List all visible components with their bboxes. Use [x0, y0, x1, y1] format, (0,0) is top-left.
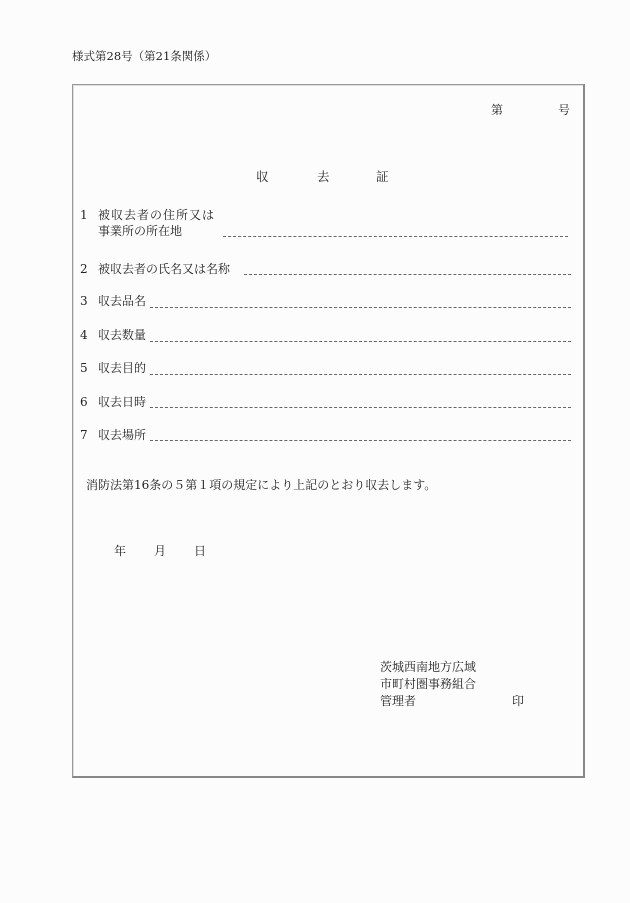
seal-mark: 印 — [512, 694, 525, 708]
date-year: 年 — [114, 544, 127, 558]
item-5-label: 収去目的 — [98, 361, 147, 375]
legal-statement: 消防法第16条の５第１項の規定により上記のとおり収去します。 — [86, 478, 437, 492]
issuer-title: 管理者 — [380, 694, 417, 708]
title-char-2: 去 — [317, 169, 330, 184]
date-day: 日 — [194, 544, 207, 558]
item-4-label: 収去数量 — [98, 328, 147, 342]
item-1-label-line1: 被収去者の住所又は — [98, 208, 216, 222]
number-suffix: 号 — [558, 103, 571, 117]
item-3-field[interactable] — [150, 307, 571, 308]
item-1-label-line2: 事業所の所在地 — [98, 224, 183, 238]
item-5-number: 5 — [80, 361, 88, 375]
title-char-3: 証 — [376, 169, 389, 184]
item-4-field[interactable] — [150, 341, 571, 342]
date-month: 月 — [154, 544, 167, 558]
issuer-line-1: 茨城西南地方広域 — [380, 660, 477, 674]
form-number-label: 様式第28号（第21条関係） — [72, 49, 217, 63]
item-2-field[interactable] — [244, 274, 571, 275]
form-box — [72, 84, 585, 778]
item-6-field[interactable] — [150, 407, 571, 408]
number-prefix: 第 — [491, 103, 504, 117]
item-7-label: 収去場所 — [98, 428, 147, 442]
item-1-field[interactable] — [223, 236, 568, 237]
item-5-field[interactable] — [150, 374, 571, 375]
issuer-line-2: 市町村圏事務組合 — [380, 677, 477, 691]
item-6-number: 6 — [80, 395, 88, 409]
title-char-1: 収 — [256, 169, 269, 184]
item-2-number: 2 — [80, 262, 88, 276]
item-7-field[interactable] — [150, 440, 571, 441]
item-7-number: 7 — [80, 428, 88, 442]
item-3-label: 収去品名 — [98, 294, 147, 308]
item-4-number: 4 — [80, 328, 88, 342]
item-2-label: 被収去者の氏名又は名称 — [98, 262, 231, 276]
item-3-number: 3 — [80, 294, 88, 308]
item-1-number: 1 — [80, 208, 88, 222]
item-6-label: 収去日時 — [98, 395, 147, 409]
